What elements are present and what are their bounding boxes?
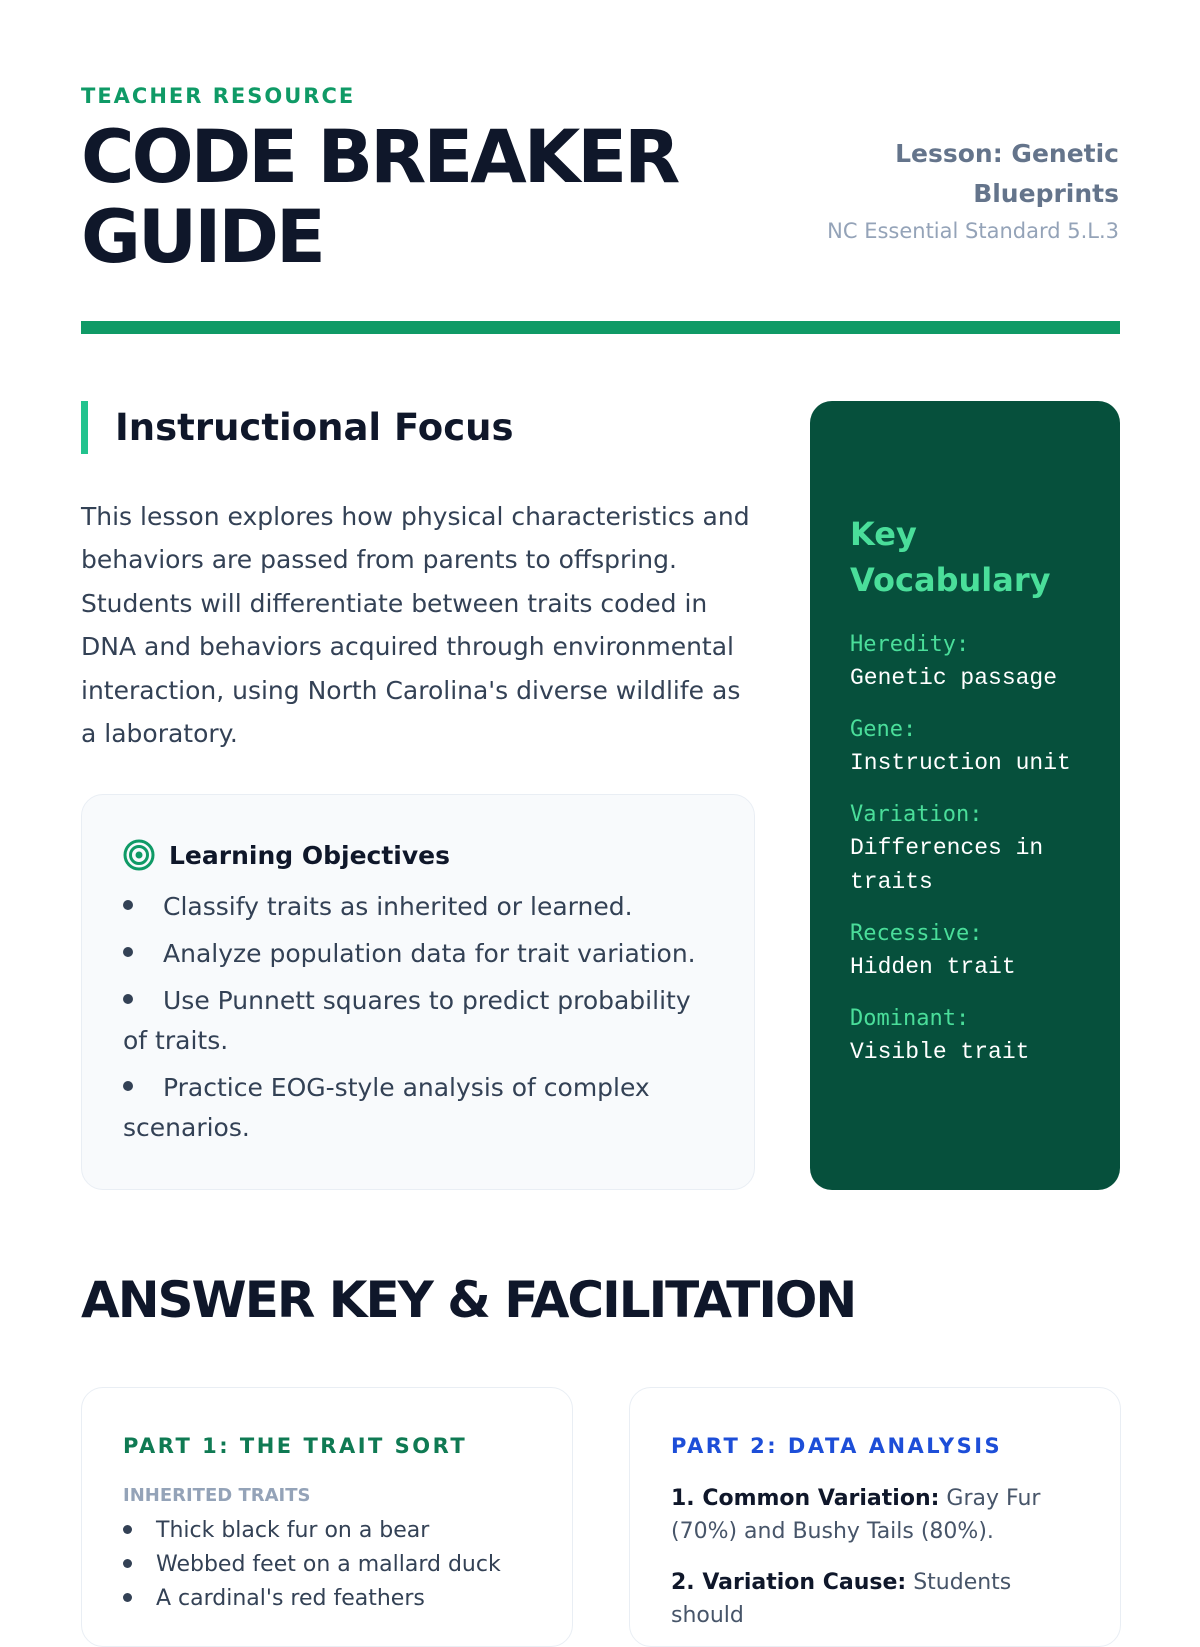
inherited-traits-list <box>123 1514 532 1616</box>
key-vocabulary-card <box>810 401 1120 1190</box>
standard-code: NC Essential Standard 5.L.3 <box>827 219 1119 243</box>
vocabulary-definition: Instruction unit <box>850 750 1071 776</box>
objective-item: Use Punnett squares to predict probability of traits. <box>123 981 714 1061</box>
objectives-header <box>123 837 714 873</box>
vocabulary-term: Gene: <box>850 717 917 742</box>
analysis-text: Gray Fur (70%) and Bushy Tails (80%). <box>671 1486 1041 1544</box>
objectives-title: Learning Objectives <box>169 840 450 870</box>
answer-key-heading: ANSWER KEY & FACILITATION <box>81 1271 856 1329</box>
analysis-label: 1. Common Variation: <box>671 1486 940 1511</box>
vocabulary-item <box>850 629 1090 695</box>
vocabulary-definition: Visible trait <box>850 1039 1030 1065</box>
header-divider <box>81 321 1120 334</box>
objective-item: Analyze population data for trait variation. <box>123 934 714 974</box>
vocabulary-term: Recessive: <box>850 921 983 946</box>
instructional-focus-heading: Instructional Focus <box>81 401 514 454</box>
vocabulary-term: Variation: <box>850 802 983 827</box>
vocabulary-item <box>850 799 1090 899</box>
analysis-item <box>671 1566 1080 1632</box>
vocabulary-definition: Genetic passage <box>850 665 1058 691</box>
vocabulary-title: Key Vocabulary <box>850 515 1051 599</box>
part-1-title: PART 1: THE TRAIT SORT <box>123 1434 468 1458</box>
vocabulary-term: Heredity: <box>850 632 970 657</box>
part-2-card <box>629 1387 1121 1647</box>
analysis-label: 2. Variation Cause: <box>671 1570 907 1595</box>
page-title: CODE BREAKER GUIDE <box>81 115 678 280</box>
trait-item: Thick black fur on a bear <box>123 1514 532 1548</box>
part-2-title: PART 2: DATA ANALYSIS <box>671 1434 1003 1458</box>
vocabulary-definition: Differences in traits <box>850 835 1044 895</box>
objective-item: Practice EOG-style analysis of complex scenarios. <box>123 1068 714 1148</box>
part-1-card <box>81 1387 573 1647</box>
vocabulary-item <box>850 714 1090 780</box>
lesson-info <box>819 134 1119 248</box>
vocabulary-definition: Hidden trait <box>850 954 1016 980</box>
objective-item: Classify traits as inherited or learned. <box>123 887 714 927</box>
learning-objectives-card <box>81 794 755 1190</box>
objectives-list <box>123 887 714 1148</box>
vocabulary-term: Dominant: <box>850 1006 970 1031</box>
inherited-traits-label: INHERITED TRAITS <box>123 1485 311 1506</box>
analysis-text: Students should <box>671 1570 1012 1628</box>
resource-label: TEACHER RESOURCE <box>81 84 356 108</box>
analysis-item <box>671 1482 1080 1548</box>
instructional-focus-text: This lesson explores how physical characteristics and behaviors are passed from parents to offspring. Students will differentiate between traits coded in DNA and behaviors acquired through environmental interaction, using North Carolina's diverse wildlife as a laboratory. <box>81 502 750 749</box>
vocabulary-item <box>850 918 1090 984</box>
target-icon <box>123 839 155 871</box>
trait-item: Webbed feet on a mallard duck <box>123 1548 532 1582</box>
trait-item: A cardinal's red feathers <box>123 1582 532 1616</box>
vocabulary-item <box>850 1003 1090 1069</box>
lesson-name: Lesson: Genetic Blueprints <box>895 139 1119 208</box>
